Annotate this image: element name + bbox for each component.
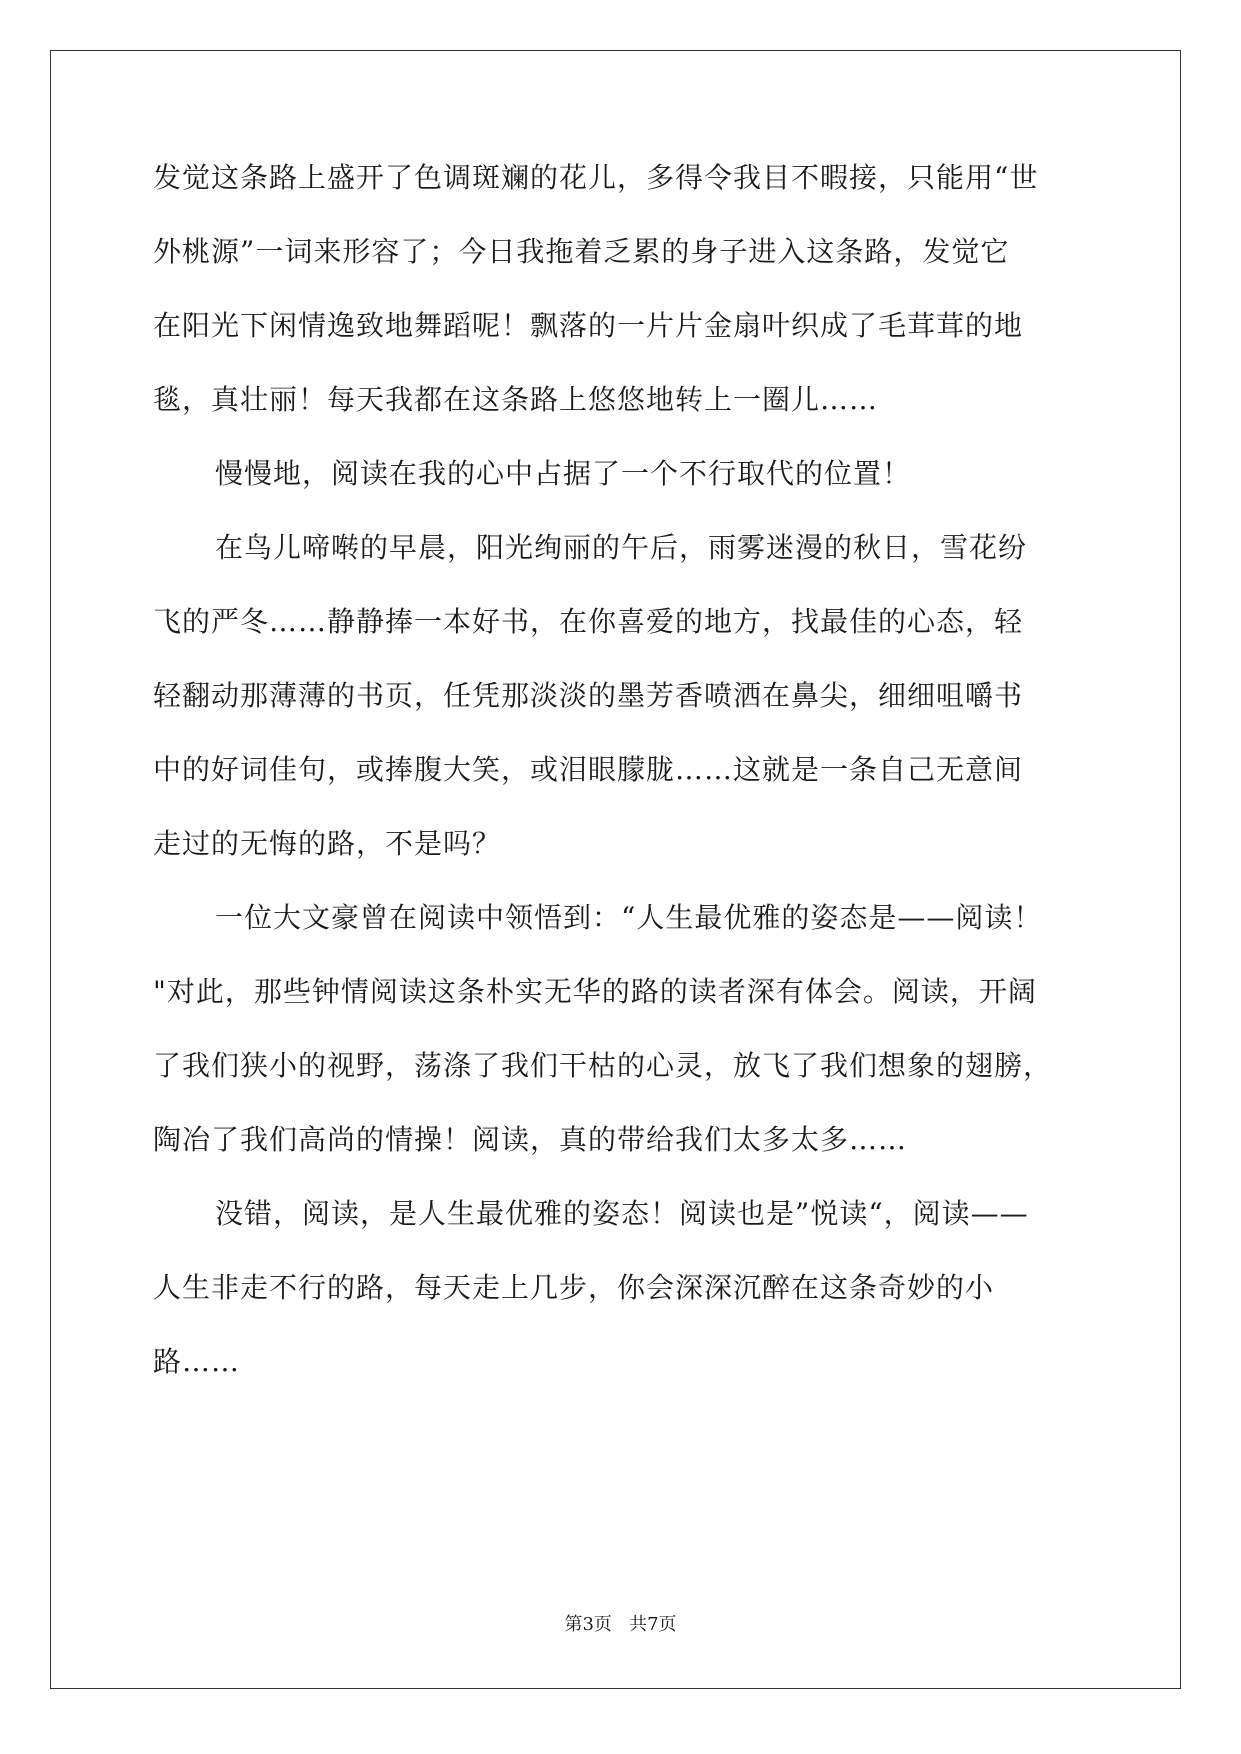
page-number: 第3页 <box>564 1614 612 1635</box>
text-line: 发觉这条路上盛开了色调斑斓的花儿，多得令我目不暇接，只能用“世 <box>153 161 1039 194</box>
text-line: "对此，那些钟情阅读这条朴实无华的路的读者深有体会。阅读，开阔 <box>153 975 1037 1008</box>
text-line: 中的好词佳句，或捧腹大笑，或泪眼朦胧……这就是一条自己无意间 <box>153 753 1024 786</box>
page-border <box>50 50 1181 1689</box>
text-line: 没错，阅读，是人生最优雅的姿态！阅读也是”悦读“，阅读—— <box>215 1197 1029 1230</box>
page-footer <box>0 1613 1241 1637</box>
text-line: 外桃源”一词来形容了；今日我拖着乏累的身子进入这条路，发觉它 <box>153 235 1010 268</box>
text-line: 飞的严冬……静静捧一本好书，在你喜爱的地方，找最佳的心态，轻 <box>153 605 1024 638</box>
page-total: 共7页 <box>629 1614 677 1635</box>
text-line: 慢慢地，阅读在我的心中占据了一个不行取代的位置！ <box>215 457 912 490</box>
text-line: 了我们狭小的视野，荡涤了我们干枯的心灵，放飞了我们想象的翅膀， <box>153 1049 1053 1082</box>
text-line: 路…… <box>153 1345 241 1378</box>
text-line: 陶冶了我们高尚的情操！阅读，真的带给我们太多太多…… <box>153 1123 908 1156</box>
text-line: 一位大文豪曾在阅读中领悟到：“人生最优雅的姿态是——阅读！ <box>215 901 1043 934</box>
text-line: 轻翻动那薄薄的书页，任凭那淡淡的墨芳香喷洒在鼻尖，细细咀嚼书 <box>153 679 1024 712</box>
text-line: 毯，真壮丽！每天我都在这条路上悠悠地转上一圈儿…… <box>153 383 879 416</box>
text-line: 人生非走不行的路，每天走上几步，你会深深沉醉在这条奇妙的小 <box>153 1271 995 1304</box>
text-line: 在鸟儿啼啭的早晨，阳光绚丽的午后，雨雾迷漫的秋日，雪花纷 <box>215 531 1028 564</box>
text-line: 在阳光下闲情逸致地舞蹈呢！飘落的一片片金扇叶织成了毛茸茸的地 <box>153 309 1024 342</box>
text-line: 走过的无悔的路，不是吗？ <box>153 827 502 860</box>
